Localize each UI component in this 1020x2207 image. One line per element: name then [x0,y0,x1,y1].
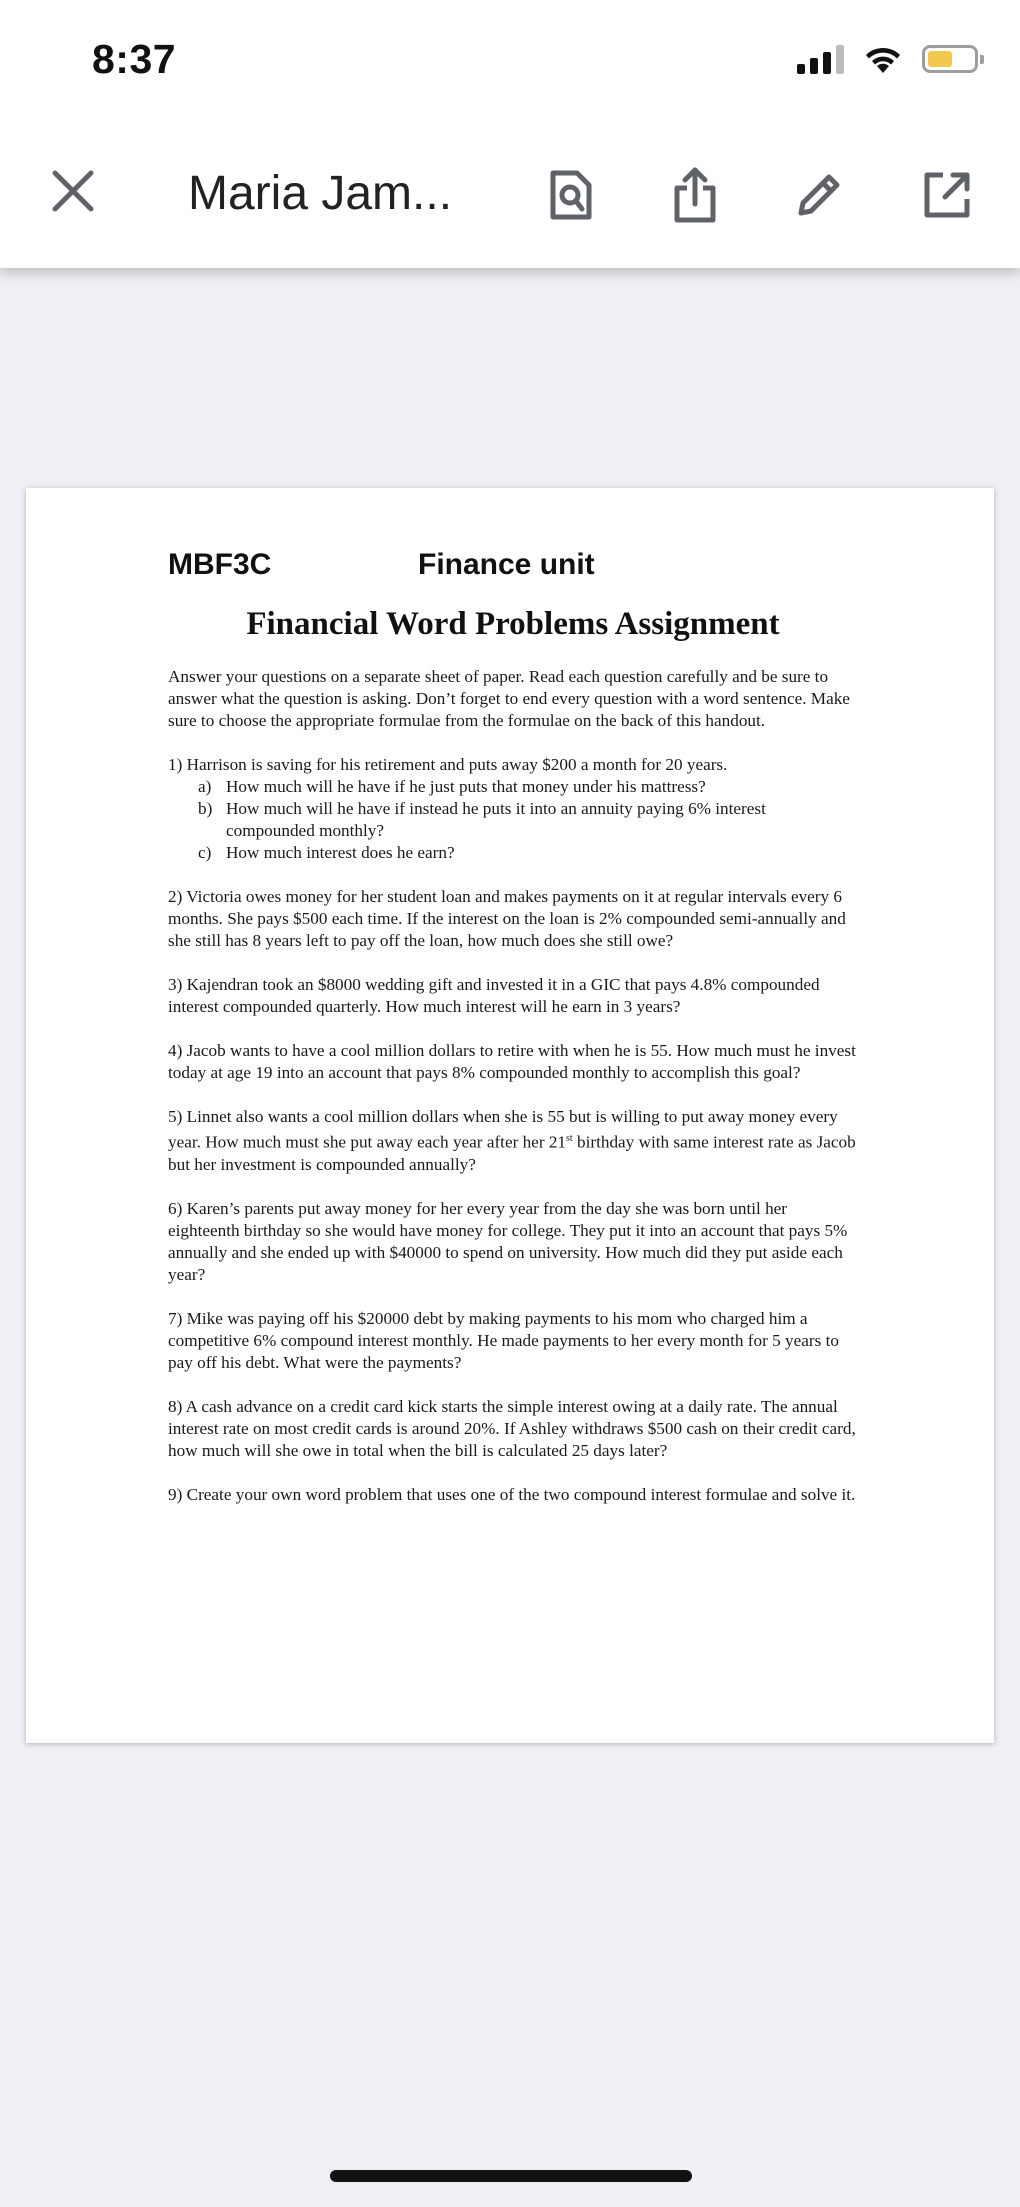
question-5-text-end: birthday with same interest rate as Jacob but her investment is compounded annually? [168,1132,856,1174]
course-code: MBF3C [168,548,272,581]
subquestion-label: b) [198,799,213,818]
question-4: 4) Jacob wants to have a cool million dollars to retire with when he is 55. How much must he invest today at age 19 into an account that pays 8% compounded monthly to accomplish this goal? [168,1041,856,1082]
cellular-signal-icon [797,44,844,74]
share-icon [671,166,719,224]
subquestion-text: How much interest does he earn? [226,843,455,862]
home-indicator[interactable] [330,2170,692,2182]
close-icon [51,169,95,213]
search-document-icon [547,167,595,223]
status-icons [797,44,978,74]
status-time: 8:37 [92,36,177,82]
battery-icon [922,45,978,73]
app-header [0,0,1020,268]
edit-button[interactable] [784,160,854,230]
question-7: 7) Mike was paying off his $20000 debt by making payments to his mom who charged him a competitive 6% compound interest monthly. He made payments to her every month for 5 years to pay off his debt. What were the payments? [168,1308,839,1372]
find-in-document-button[interactable] [536,160,606,230]
question-1 [168,754,858,864]
question-3: 3) Kajendran took an $8000 wedding gift and invested it in a GIC that pays 4.8% compounded interest compounded quarterly. How much interest will he earn in 3 years? [168,975,820,1016]
question-1a [168,776,858,798]
document-page [26,488,994,1743]
question-1c [168,842,858,864]
open-in-app-button[interactable] [912,160,982,230]
subquestion-label: c) [198,843,212,862]
subquestion-label: a) [198,777,212,796]
question-5-text-start: 5) Linnet also wants a cool million dollars when she is 55 but is willing to put away money every year. How much must she put away each year after her 21 [168,1107,838,1152]
open-external-icon [921,169,973,221]
instructions-paragraph: Answer your questions on a separate sheet of paper. Read each question carefully and be sure to answer what the question is asking. Don’t forget to end every question with a word sentence. Make sure to choose the appropriate formulae from the formulae on the back of this handout. [168,667,850,730]
wifi-icon [864,44,902,74]
question-2: 2) Victoria owes money for her student loan and makes payments on it at regular intervals every 6 months. She pays $500 each time. If the interest on the loan is 2% compounded semi-annually and she still has 8 years left to pay off the loan, how much does she still owe? [168,887,846,950]
question-1b [168,798,858,842]
assignment-heading: Financial Word Problems Assignment [246,606,780,642]
share-button[interactable] [660,160,730,230]
question-9: 9) Create your own word problem that uses one of the two compound interest formulae and solve it. [168,1484,856,1504]
question-6: 6) Karen’s parents put away money for her every year from the day she was born until her eighteenth birthday so she would have money for college. They put it into an account that pays 5% annually and she ended up with $40000 to spend on university. How much did they put aside each year? [168,1198,848,1284]
subquestion-text: How much will he have if he just puts that money under his mattress? [226,777,706,796]
pencil-icon [793,169,845,221]
subquestion-text: How much will he have if instead he puts it into an annuity paying 6% interest compounded monthly? [226,799,766,840]
assignment-body [168,666,858,1528]
ordinal-suffix: st [566,1133,573,1144]
close-button[interactable] [38,156,108,226]
course-unit: Finance unit [418,548,595,581]
question-8: 8) A cash advance on a credit card kick starts the simple interest owing at a daily rate. The annual interest rate on most credit cards is around 20%. If Ashley withdraws $500 cash on their credit card, how much will she owe in total when the bill is calculated 25 days later? [168,1396,856,1460]
question-1-text: 1) Harrison is saving for his retirement and puts away $200 a month for 20 years. [168,755,728,774]
question-5 [168,1106,858,1176]
document-title: Maria Jam... [188,167,453,220]
